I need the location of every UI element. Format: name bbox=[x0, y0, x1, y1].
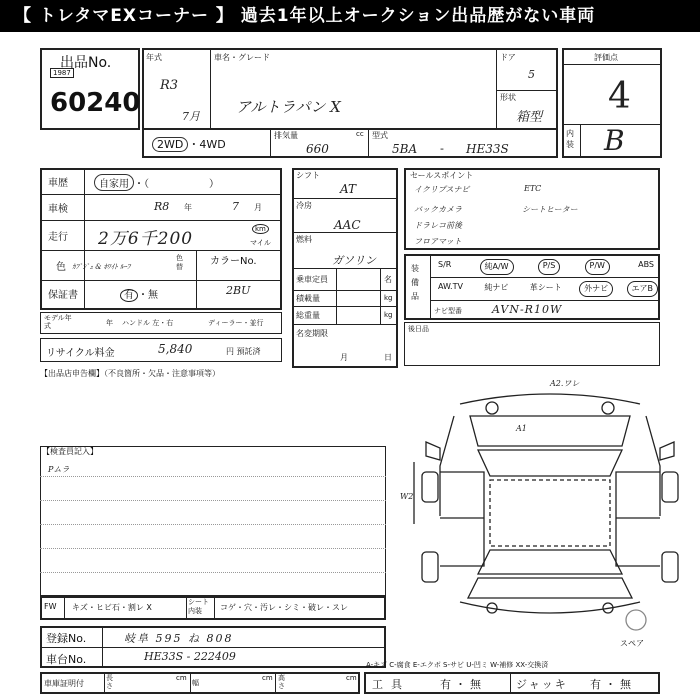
certificate-length: 長さ bbox=[106, 674, 113, 690]
shift-value: AT bbox=[340, 182, 357, 196]
inspection-month: 7 bbox=[232, 200, 239, 213]
doors-label: ドア bbox=[500, 53, 516, 62]
history-value: 自家用 bbox=[94, 174, 134, 191]
certificate-width: 幅 bbox=[192, 679, 199, 687]
displacement-value: 660 bbox=[306, 142, 329, 156]
color-change: 色替 bbox=[176, 254, 183, 271]
year-era: R3 bbox=[160, 78, 179, 93]
drive-row-text: 2WD ・4WD bbox=[152, 136, 226, 152]
inspector-label: 【検査員記入】 bbox=[42, 447, 98, 456]
fuel-value: ガソリン bbox=[332, 254, 376, 267]
lot-label: 出品No. bbox=[60, 55, 112, 71]
displacement-label: 排気量 bbox=[274, 131, 298, 140]
inspection-label: 車検 bbox=[48, 204, 68, 215]
year-month: 7月 bbox=[182, 110, 200, 123]
warranty-yes: 有 bbox=[120, 289, 138, 302]
fw-items: キズ・ヒビ石・割レ X bbox=[72, 603, 152, 612]
mileage-label: 走行 bbox=[48, 232, 68, 243]
certificate-row bbox=[40, 672, 360, 694]
fw-seat-label: シート内装 bbox=[188, 598, 209, 615]
mileage-value: 2万6千200 bbox=[98, 229, 194, 249]
diagram-spare: スペア bbox=[620, 639, 644, 648]
name-change-day: 日 bbox=[384, 353, 392, 362]
inspection-era: R8 bbox=[154, 200, 170, 213]
diagram-mark-a2: A2.ワレ bbox=[550, 379, 580, 388]
sales-point-2: ETC bbox=[524, 184, 542, 193]
navi-label: ナビ型番 bbox=[434, 307, 462, 315]
equipment-item-r1-4: P/W bbox=[585, 259, 610, 275]
registration-label: 登録No. bbox=[46, 632, 87, 645]
fw-label: FW bbox=[44, 602, 57, 611]
history-value-wrap: 自家用 ・（ ） bbox=[94, 174, 219, 191]
model-label: 型式 bbox=[372, 131, 388, 140]
warranty-no: 無 bbox=[148, 290, 158, 301]
fuel-label: 燃料 bbox=[296, 235, 312, 244]
load-label: 積載量 bbox=[296, 294, 320, 303]
year-label: 年式 bbox=[146, 53, 162, 62]
color-label: 色 bbox=[56, 262, 66, 273]
color-code-label: カラーNo. bbox=[210, 256, 257, 267]
model-prefix: 5BA bbox=[392, 142, 418, 156]
tools-value: 有・無 bbox=[440, 678, 485, 691]
equipment-item-r2-3: 革シート bbox=[529, 283, 562, 292]
notice-label: 【出品店申告欄】（不良箇所・欠品・注意事項等） bbox=[40, 369, 220, 378]
warranty-label: 保証書 bbox=[48, 290, 78, 301]
weight-label: 総重量 bbox=[296, 311, 320, 320]
model-value: HE33S bbox=[466, 142, 509, 156]
displacement-unit: cc bbox=[356, 130, 364, 138]
model-year-dealer: ディーラー・並行 bbox=[208, 319, 264, 327]
certificate-label: 車庫証明付 bbox=[44, 679, 84, 688]
navi-value: AVN-R10W bbox=[492, 303, 563, 316]
mileage-unit-mile: マイル bbox=[250, 239, 271, 247]
inspection-year-unit: 年 bbox=[184, 203, 192, 212]
equipment-item-r2-2: 純ナビ bbox=[484, 283, 509, 292]
shape-label: 形状 bbox=[500, 93, 516, 102]
recycle-label: リサイクル料金 bbox=[46, 348, 115, 359]
name-label: 車名・グレード bbox=[214, 53, 270, 62]
jack-value: 有・無 bbox=[590, 678, 635, 691]
model-year-label: モデル年式 bbox=[44, 314, 72, 330]
rear-items-label: 後日品 bbox=[408, 325, 429, 333]
lot-sub: 1987 bbox=[50, 68, 74, 78]
model-dash: - bbox=[440, 142, 444, 155]
inspector-box bbox=[40, 446, 386, 596]
shape-value: 箱型 bbox=[516, 110, 543, 125]
name-change-month: 月 bbox=[340, 353, 348, 362]
grade-value: 4 bbox=[608, 76, 631, 117]
equipment-label: 装備品 bbox=[411, 264, 419, 301]
equipment-item-r1-2: 純A/W bbox=[480, 259, 514, 275]
load-unit: kg bbox=[384, 294, 393, 302]
color-value: ｶﾌﾞｼﾞｭ & ﾎﾜｲﾄ ﾙｰﾌ bbox=[72, 263, 131, 271]
mileage-unit-km: km bbox=[252, 224, 269, 234]
history-label: 車歴 bbox=[48, 178, 68, 189]
color-code: 2BU bbox=[226, 284, 251, 297]
equipment-item-r1-1: S/R bbox=[438, 260, 452, 269]
equipment-item-r2-1: AW.TV bbox=[438, 282, 463, 291]
inspection-month-unit: 月 bbox=[254, 203, 262, 212]
jack-label: ジャッキ bbox=[516, 678, 568, 691]
equipment-row-2 bbox=[434, 281, 658, 297]
page-banner: 【 トレタマEXコーナー 】 過去1年以上オークション出品歴がない車両 bbox=[0, 0, 700, 32]
drive-4wd: 4WD bbox=[199, 138, 226, 151]
equipment-row-1 bbox=[434, 259, 658, 275]
model-year-year: 年 bbox=[106, 319, 113, 327]
ac-label: 冷房 bbox=[296, 201, 312, 210]
equipment-item-r1-5: ABS bbox=[638, 260, 654, 269]
doors-value: 5 bbox=[528, 68, 535, 81]
grade-label: 評価点 bbox=[594, 53, 618, 62]
sales-point-6: フロアマット bbox=[414, 237, 462, 246]
lot-number: 60240 bbox=[50, 88, 141, 118]
certificate-height-unit: cm bbox=[346, 674, 357, 682]
sales-point-4: シートヒーター bbox=[522, 205, 578, 214]
lot-box bbox=[40, 48, 140, 130]
inspector-note: Pムラ bbox=[48, 465, 70, 474]
equipment-item-r2-4: 外ナビ bbox=[579, 281, 613, 297]
diagram-mark-w2: W2 bbox=[400, 492, 414, 501]
interior-value: B bbox=[604, 124, 625, 157]
diagram-mark-a1: A1 bbox=[516, 424, 527, 433]
equipment-item-r2-5: エアB bbox=[627, 281, 659, 297]
recycle-value: 5,840 bbox=[158, 342, 193, 356]
sales-point-5: ドラレコ前後 bbox=[414, 221, 462, 230]
chassis-label: 車台No. bbox=[46, 653, 87, 666]
sales-point-3: バックカメラ bbox=[414, 205, 462, 214]
name-change-label: 名変期限 bbox=[296, 329, 328, 338]
recycle-unit: 円 預託済 bbox=[226, 347, 261, 356]
name-value: アルトラパン X bbox=[236, 98, 341, 116]
tools-label: 工具 bbox=[372, 678, 410, 691]
certificate-height: 高さ bbox=[278, 674, 285, 690]
equipment-item-r1-3: P/S bbox=[538, 259, 561, 275]
model-year-handle: ハンドル 左・右 bbox=[122, 319, 174, 327]
car-diagram bbox=[400, 376, 700, 656]
fw-seat-items: コゲ・穴・汚レ・シミ・破レ・スレ bbox=[220, 603, 348, 612]
shift-label: シフト bbox=[296, 171, 320, 180]
ac-value: AAC bbox=[334, 218, 361, 232]
damage-legend: A-キズ C-腐食 E-エクボ S-サビ U-凹ミ W-補修 XX-交換済 bbox=[366, 661, 549, 669]
chassis-value: HE33S - 222409 bbox=[144, 650, 236, 663]
warranty-value-wrap: 有 ・無 bbox=[120, 286, 158, 301]
interior-label: 内装 bbox=[566, 129, 574, 149]
rear-items-box bbox=[404, 322, 660, 366]
drive-2wd: 2WD bbox=[152, 137, 188, 152]
sales-point-1: イクリプスナビ bbox=[414, 185, 470, 194]
certificate-length-unit: cm bbox=[176, 674, 187, 682]
capacity-unit: 名 bbox=[384, 275, 392, 284]
capacity-label: 乗車定員 bbox=[296, 275, 328, 284]
weight-unit: kg bbox=[384, 311, 393, 319]
certificate-width-unit: cm bbox=[262, 674, 273, 682]
registration-value: 岐阜 595 ね 808 bbox=[124, 632, 234, 645]
sales-points-label: セールスポイント bbox=[410, 171, 474, 180]
